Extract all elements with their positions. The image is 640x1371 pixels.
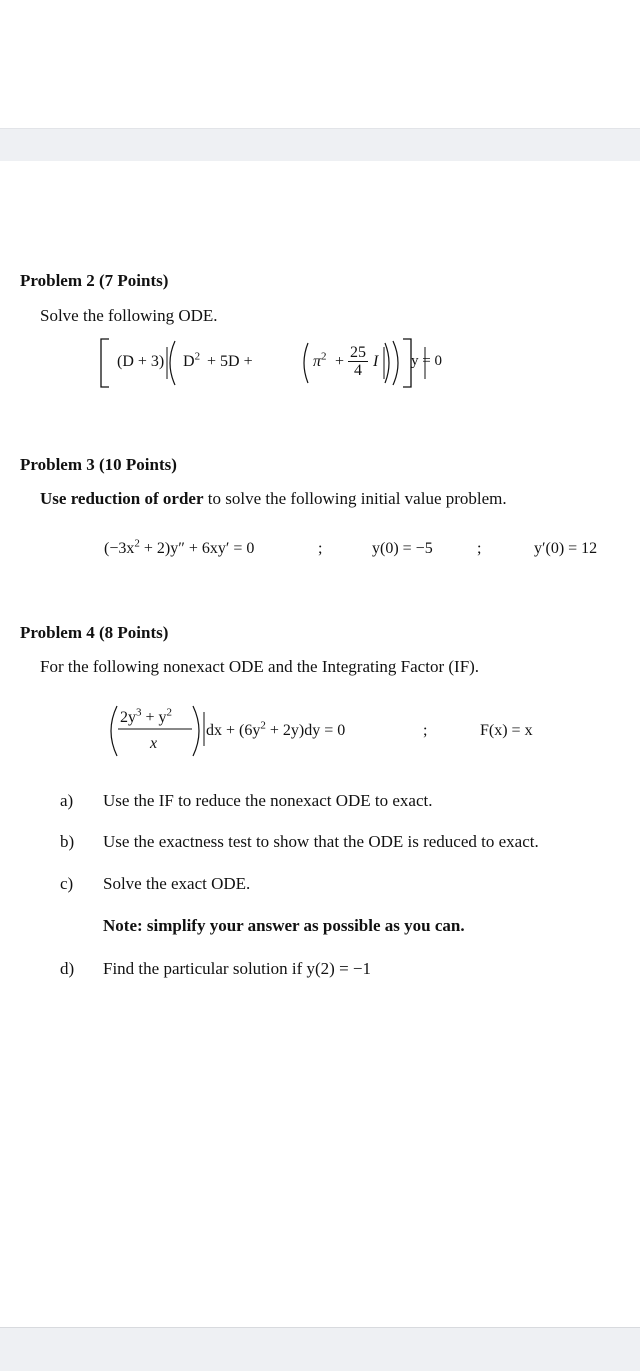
note: Note: simplify your answer as possible as you can. — [103, 916, 465, 935]
bottom-gray-band — [0, 1327, 640, 1371]
numerator: $2y^3 + y^2$ — [120, 706, 173, 726]
separator-1: ; — [318, 540, 323, 557]
fraction-25-over-4: $\frac{25}{4}$ — [350, 344, 366, 379]
separator: ; — [423, 722, 428, 739]
item-c-label: c) — [60, 874, 74, 893]
denominator: x — [150, 735, 158, 752]
problem-3-title: Problem 3 (10 Points) — [20, 455, 177, 474]
factor-d-plus-3: (D + 3) — [117, 353, 165, 370]
plus-sign: + — [335, 353, 345, 370]
item-b-label: b) — [60, 832, 75, 851]
item-c-text: Solve the exact ODE. — [103, 874, 251, 893]
item-a-label: a) — [60, 791, 74, 810]
top-gray-band — [0, 128, 640, 161]
rhs-y-equals-0: y = 0 — [411, 353, 442, 369]
integrating-factor: F(x) = x — [480, 722, 533, 739]
problem-4-instruction: For the following nonexact ODE and the Integrating Factor (IF). — [40, 657, 480, 676]
identity-i: I — [373, 353, 379, 370]
item-a-text: Use the IF to reduce the nonexact ODE to exact. — [103, 791, 433, 810]
item-b-text: Use the exactness test to show that the ODE is reduced to exact. — [103, 832, 539, 851]
problem-2-equation — [95, 333, 442, 393]
initial-condition-yprime0: y′(0) = 12 — [534, 540, 598, 557]
d-squared: $D^2$ — [183, 350, 201, 370]
problem-4-equation — [105, 700, 565, 762]
item-d-text: Find the particular solution if y(2) = −1 — [103, 959, 371, 978]
problem-2-instruction: Solve the following ODE. — [40, 306, 218, 325]
pi-squared: $\pi^2$ — [313, 350, 327, 370]
separator-2: ; — [477, 540, 482, 557]
problem-4-title: Problem 4 (8 Points) — [20, 623, 169, 642]
item-d-label: d) — [60, 959, 75, 978]
plus-5d-term: + 5D + — [207, 353, 253, 370]
problem-2-title: Problem 2 (7 Points) — [20, 271, 169, 290]
problem-3-instruction: Use reduction of order to solve the following initial value problem. — [40, 489, 507, 508]
initial-condition-y0: y(0) = −5 — [372, 540, 433, 557]
dx-and-dy-terms: dx + $(6y^2 + 2y)dy = 0$ — [206, 719, 346, 739]
problem-3-ode: $(-3x^2 + 2)y'' + 6xy' = 0$ — [104, 537, 255, 557]
